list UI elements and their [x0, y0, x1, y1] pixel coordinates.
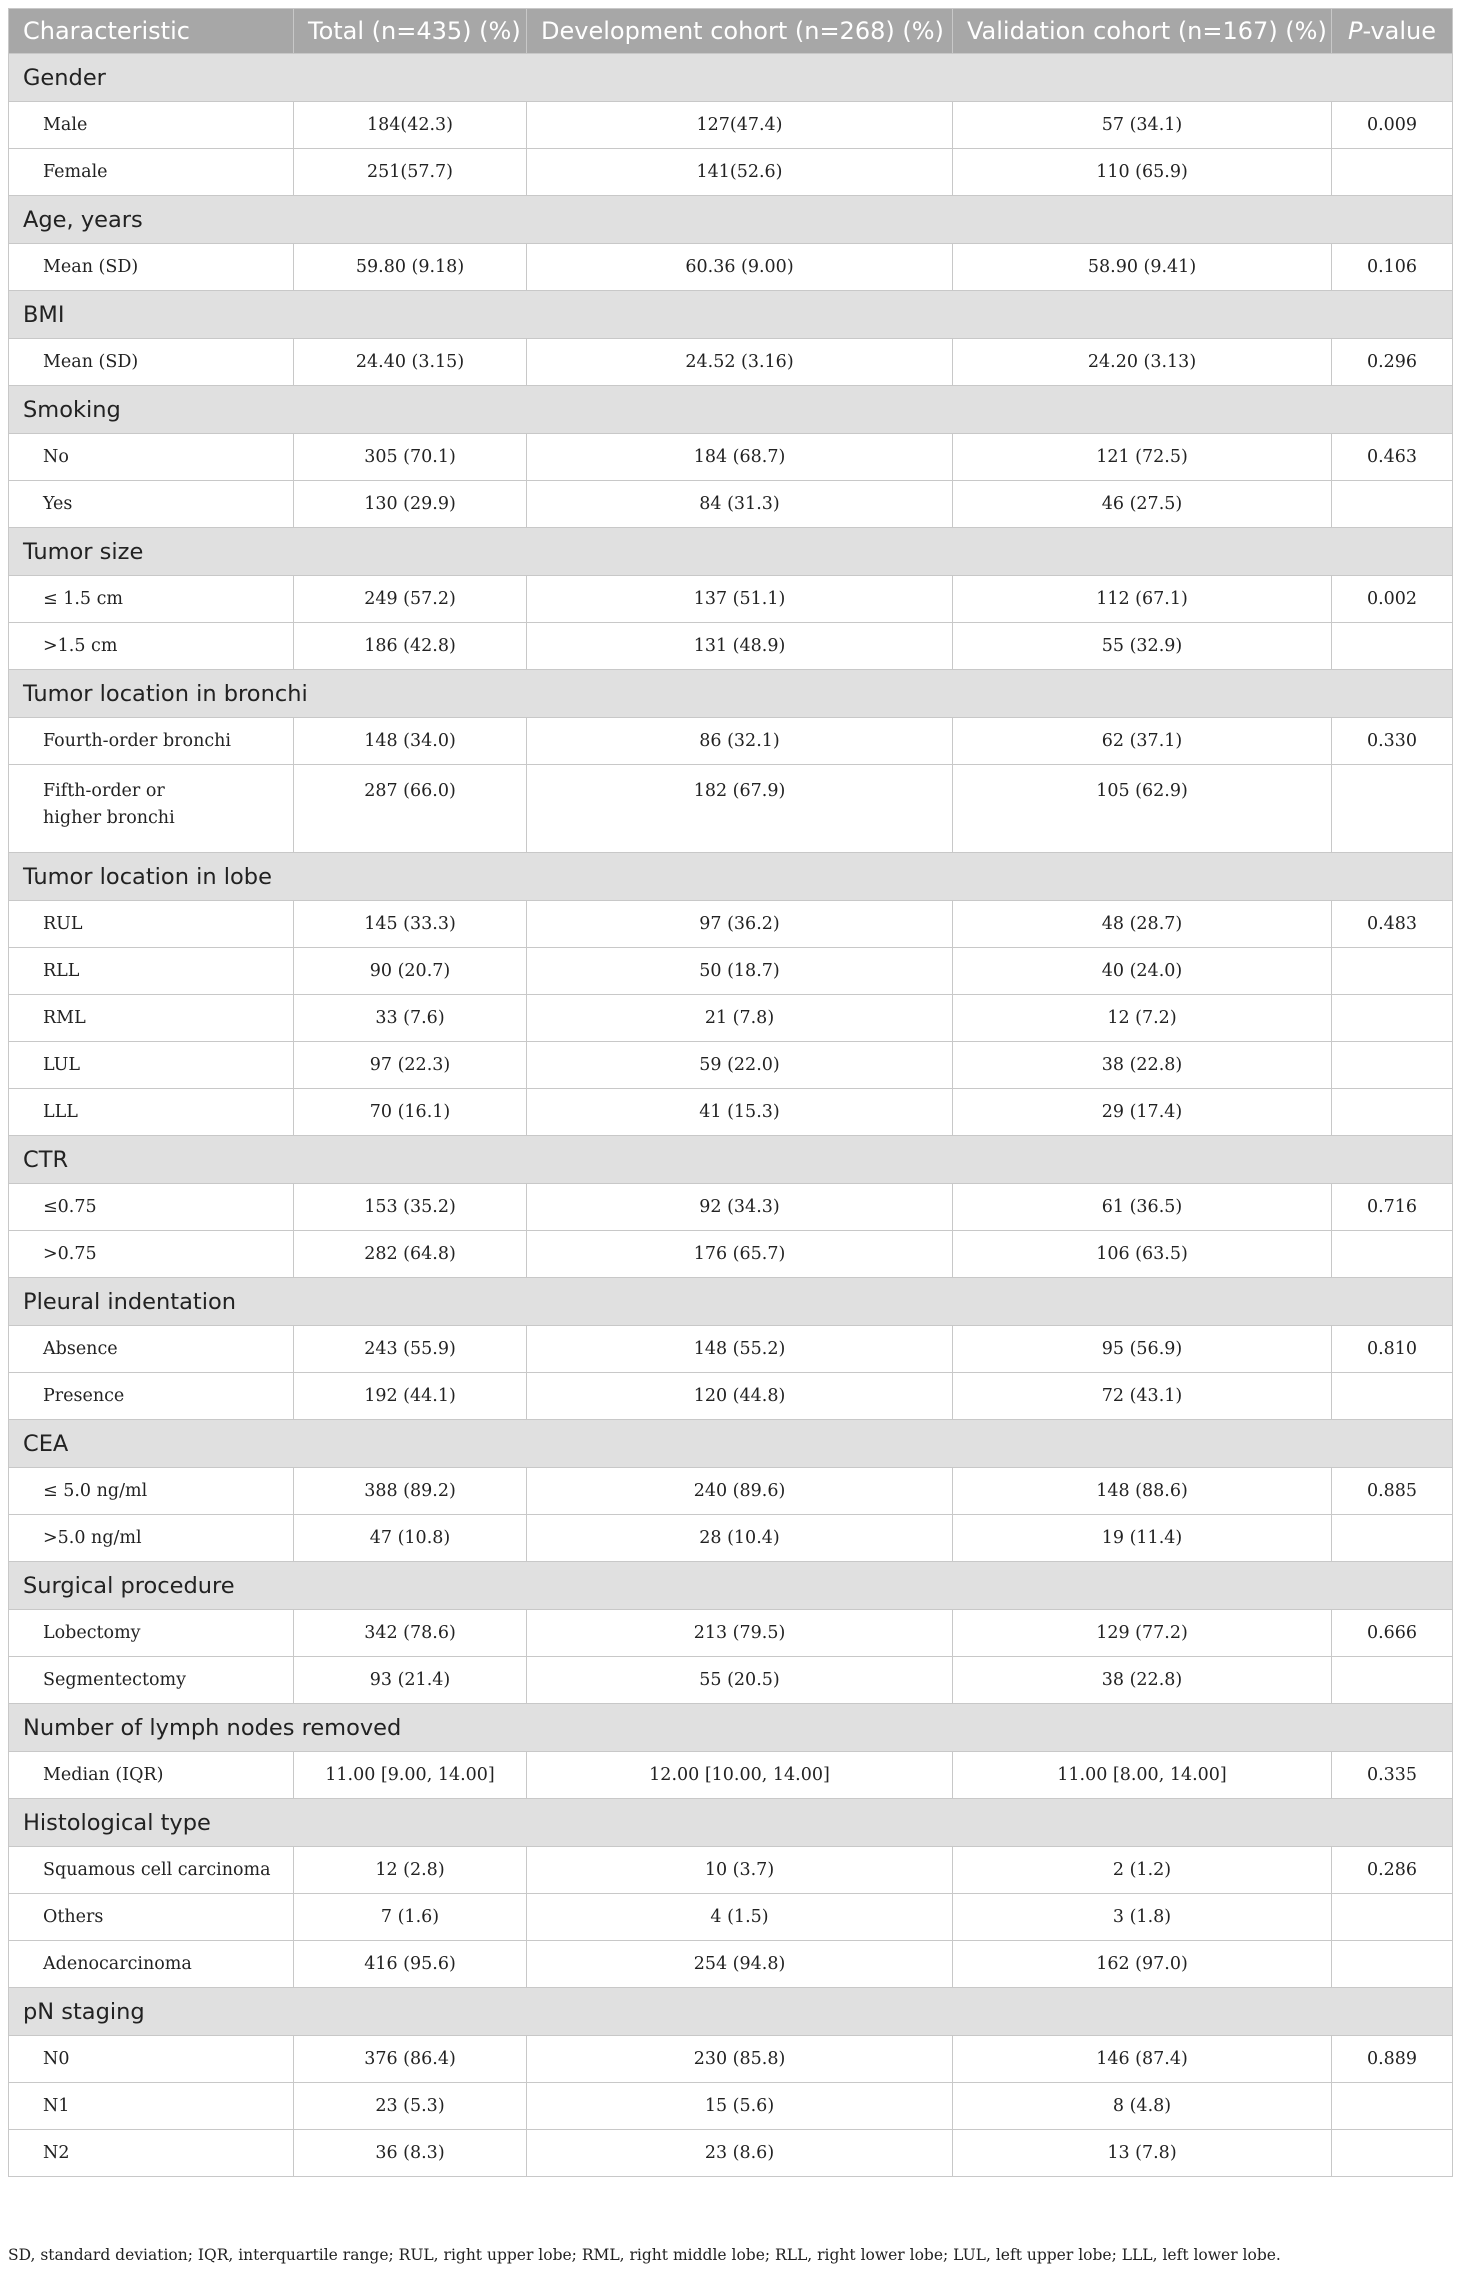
section-title: Number of lymph nodes removed: [9, 1704, 1453, 1752]
section-header-row: [9, 1988, 1453, 2036]
cell-total: 192 (44.1): [294, 1373, 527, 1420]
cell-pvalue: [1332, 1231, 1453, 1278]
cell-validation: 29 (17.4): [953, 1089, 1332, 1136]
cell-total: 305 (70.1): [294, 434, 527, 481]
header-pvalue-italic: P: [1347, 17, 1363, 45]
section-header-row: [9, 1278, 1453, 1326]
header-development: Development cohort (n=268) (%): [527, 9, 953, 54]
cell-pvalue: [1332, 765, 1453, 853]
table-row: [9, 1515, 1453, 1562]
cell-development: 254 (94.8): [527, 1941, 953, 1988]
row-label: Presence: [9, 1373, 294, 1420]
cell-validation: 112 (67.1): [953, 576, 1332, 623]
cell-validation: 8 (4.8): [953, 2083, 1332, 2130]
section-header-row: [9, 1562, 1453, 1610]
cell-development: 182 (67.9): [527, 765, 953, 853]
cell-validation: 13 (7.8): [953, 2130, 1332, 2177]
row-label: N1: [9, 2083, 294, 2130]
cell-validation: 55 (32.9): [953, 623, 1332, 670]
cell-development: 28 (10.4): [527, 1515, 953, 1562]
table-row: [9, 2130, 1453, 2177]
cell-validation: 146 (87.4): [953, 2036, 1332, 2083]
cell-pvalue: [1332, 2130, 1453, 2177]
cell-validation: 3 (1.8): [953, 1894, 1332, 1941]
row-label: No: [9, 434, 294, 481]
cell-total: 12 (2.8): [294, 1847, 527, 1894]
row-label: Absence: [9, 1326, 294, 1373]
row-label: Mean (SD): [9, 244, 294, 291]
cell-pvalue: [1332, 948, 1453, 995]
table-row: [9, 765, 1453, 853]
row-label: Median (IQR): [9, 1752, 294, 1799]
section-title: Tumor location in lobe: [9, 853, 1453, 901]
cell-development: 21 (7.8): [527, 995, 953, 1042]
row-label: N0: [9, 2036, 294, 2083]
characteristics-table: [8, 8, 1453, 2177]
cell-validation: 95 (56.9): [953, 1326, 1332, 1373]
cell-development: 141(52.6): [527, 149, 953, 196]
cell-pvalue: 0.885: [1332, 1468, 1453, 1515]
section-header-row: [9, 670, 1453, 718]
row-label: ≤ 1.5 cm: [9, 576, 294, 623]
cell-validation: 129 (77.2): [953, 1610, 1332, 1657]
cell-total: 153 (35.2): [294, 1184, 527, 1231]
cell-total: 33 (7.6): [294, 995, 527, 1042]
cell-total: 249 (57.2): [294, 576, 527, 623]
cell-validation: 38 (22.8): [953, 1042, 1332, 1089]
cell-total: 93 (21.4): [294, 1657, 527, 1704]
section-header-row: [9, 1799, 1453, 1847]
row-label: Lobectomy: [9, 1610, 294, 1657]
header-row: [9, 9, 1453, 54]
cell-pvalue: [1332, 1042, 1453, 1089]
section-title: Gender: [9, 54, 1453, 102]
row-label: N2: [9, 2130, 294, 2177]
cell-development: 59 (22.0): [527, 1042, 953, 1089]
row-label: ≤ 5.0 ng/ml: [9, 1468, 294, 1515]
row-label: >5.0 ng/ml: [9, 1515, 294, 1562]
cell-validation: 24.20 (3.13): [953, 339, 1332, 386]
cell-total: 342 (78.6): [294, 1610, 527, 1657]
table-row: [9, 339, 1453, 386]
cell-total: 251(57.7): [294, 149, 527, 196]
cell-pvalue: [1332, 1515, 1453, 1562]
table-row: [9, 102, 1453, 149]
cell-pvalue: 0.810: [1332, 1326, 1453, 1373]
cell-development: 10 (3.7): [527, 1847, 953, 1894]
cell-validation: 2 (1.2): [953, 1847, 1332, 1894]
row-label-line: higher bronchi: [43, 808, 175, 828]
cell-total: 11.00 [9.00, 14.00]: [294, 1752, 527, 1799]
cell-development: 60.36 (9.00): [527, 244, 953, 291]
cell-development: 131 (48.9): [527, 623, 953, 670]
cell-total: 130 (29.9): [294, 481, 527, 528]
cell-validation: 40 (24.0): [953, 948, 1332, 995]
section-title: Tumor size: [9, 528, 1453, 576]
row-label: RML: [9, 995, 294, 1042]
cell-pvalue: 0.330: [1332, 718, 1453, 765]
row-label: Female: [9, 149, 294, 196]
table-body: [9, 54, 1453, 2177]
table-row: [9, 1657, 1453, 1704]
row-label: RLL: [9, 948, 294, 995]
cell-total: 184(42.3): [294, 102, 527, 149]
table-row: [9, 1089, 1453, 1136]
row-label: LUL: [9, 1042, 294, 1089]
cell-pvalue: 0.296: [1332, 339, 1453, 386]
cell-pvalue: [1332, 1941, 1453, 1988]
cell-development: 41 (15.3): [527, 1089, 953, 1136]
header-total: Total (n=435) (%): [294, 9, 527, 54]
cell-total: 36 (8.3): [294, 2130, 527, 2177]
table-row: [9, 1042, 1453, 1089]
cell-validation: 105 (62.9): [953, 765, 1332, 853]
cell-validation: 110 (65.9): [953, 149, 1332, 196]
cell-development: 55 (20.5): [527, 1657, 953, 1704]
cell-validation: 11.00 [8.00, 14.00]: [953, 1752, 1332, 1799]
section-header-row: [9, 54, 1453, 102]
cell-development: 240 (89.6): [527, 1468, 953, 1515]
row-label: ≤0.75: [9, 1184, 294, 1231]
row-label: Segmentectomy: [9, 1657, 294, 1704]
cell-development: 97 (36.2): [527, 901, 953, 948]
cell-validation: 62 (37.1): [953, 718, 1332, 765]
cell-validation: 121 (72.5): [953, 434, 1332, 481]
table-row: [9, 718, 1453, 765]
cell-development: 15 (5.6): [527, 2083, 953, 2130]
cell-validation: 38 (22.8): [953, 1657, 1332, 1704]
cell-pvalue: [1332, 1894, 1453, 1941]
cell-development: 92 (34.3): [527, 1184, 953, 1231]
section-header-row: [9, 386, 1453, 434]
table-row: [9, 1373, 1453, 1420]
cell-development: 213 (79.5): [527, 1610, 953, 1657]
section-header-row: [9, 1136, 1453, 1184]
cell-total: 24.40 (3.15): [294, 339, 527, 386]
section-title: Surgical procedure: [9, 1562, 1453, 1610]
table-row: [9, 995, 1453, 1042]
table-row: [9, 623, 1453, 670]
cell-total: 7 (1.6): [294, 1894, 527, 1941]
cell-total: 416 (95.6): [294, 1941, 527, 1988]
cell-development: 120 (44.8): [527, 1373, 953, 1420]
table-row: [9, 1326, 1453, 1373]
cell-development: 137 (51.1): [527, 576, 953, 623]
row-label: Yes: [9, 481, 294, 528]
cell-development: 127(47.4): [527, 102, 953, 149]
row-label: Fourth-order bronchi: [9, 718, 294, 765]
table-row: [9, 1847, 1453, 1894]
cell-total: 47 (10.8): [294, 1515, 527, 1562]
cell-validation: 106 (63.5): [953, 1231, 1332, 1278]
cell-pvalue: 0.002: [1332, 576, 1453, 623]
cell-total: 376 (86.4): [294, 2036, 527, 2083]
cell-development: 184 (68.7): [527, 434, 953, 481]
cell-pvalue: [1332, 481, 1453, 528]
header-pvalue: [1332, 9, 1453, 54]
row-label-line: Fifth-order or: [43, 781, 165, 801]
cell-total: 186 (42.8): [294, 623, 527, 670]
table-row: [9, 1941, 1453, 1988]
cell-total: 59.80 (9.18): [294, 244, 527, 291]
cell-pvalue: [1332, 2083, 1453, 2130]
cell-pvalue: 0.666: [1332, 1610, 1453, 1657]
row-label: LLL: [9, 1089, 294, 1136]
table-row: [9, 1231, 1453, 1278]
header-pvalue-rest: -value: [1362, 17, 1437, 45]
section-title: Age, years: [9, 196, 1453, 244]
cell-pvalue: [1332, 995, 1453, 1042]
table-row: [9, 2083, 1453, 2130]
section-header-row: [9, 528, 1453, 576]
cell-pvalue: 0.483: [1332, 901, 1453, 948]
cell-pvalue: [1332, 623, 1453, 670]
row-label: Mean (SD): [9, 339, 294, 386]
cell-development: 86 (32.1): [527, 718, 953, 765]
table-row: [9, 1752, 1453, 1799]
cell-pvalue: 0.009: [1332, 102, 1453, 149]
section-header-row: [9, 196, 1453, 244]
cell-validation: 58.90 (9.41): [953, 244, 1332, 291]
section-title: Histological type: [9, 1799, 1453, 1847]
row-label: >0.75: [9, 1231, 294, 1278]
section-title: CEA: [9, 1420, 1453, 1468]
cell-validation: 162 (97.0): [953, 1941, 1332, 1988]
cell-total: 70 (16.1): [294, 1089, 527, 1136]
table-row: [9, 576, 1453, 623]
table-row: [9, 901, 1453, 948]
cell-development: 12.00 [10.00, 14.00]: [527, 1752, 953, 1799]
cell-development: 50 (18.7): [527, 948, 953, 995]
section-title: CTR: [9, 1136, 1453, 1184]
table-row: [9, 149, 1453, 196]
cell-pvalue: 0.889: [1332, 2036, 1453, 2083]
section-title: BMI: [9, 291, 1453, 339]
cell-validation: 48 (28.7): [953, 901, 1332, 948]
table-footnote: SD, standard deviation; IQR, interquartile range; RUL, right upper lobe; RML, right middle lobe; RLL, right lower lobe; LUL, left upper lobe; LLL, left lower lobe.: [8, 2246, 1281, 2264]
cell-pvalue: 0.106: [1332, 244, 1453, 291]
row-label: Squamous cell carcinoma: [9, 1847, 294, 1894]
cell-development: 176 (65.7): [527, 1231, 953, 1278]
cell-development: 148 (55.2): [527, 1326, 953, 1373]
table-row: [9, 1184, 1453, 1231]
row-label: Others: [9, 1894, 294, 1941]
section-header-row: [9, 1704, 1453, 1752]
section-header-row: [9, 1420, 1453, 1468]
cell-total: 23 (5.3): [294, 2083, 527, 2130]
cell-validation: 61 (36.5): [953, 1184, 1332, 1231]
cell-pvalue: [1332, 1373, 1453, 1420]
cell-development: 84 (31.3): [527, 481, 953, 528]
table-row: [9, 1468, 1453, 1515]
section-title: Pleural indentation: [9, 1278, 1453, 1326]
row-label: Adenocarcinoma: [9, 1941, 294, 1988]
table-row: [9, 2036, 1453, 2083]
cell-validation: 46 (27.5): [953, 481, 1332, 528]
cell-pvalue: [1332, 1089, 1453, 1136]
cell-pvalue: [1332, 1657, 1453, 1704]
row-label: [9, 765, 294, 853]
table-row: [9, 948, 1453, 995]
cell-pvalue: [1332, 149, 1453, 196]
row-label: Male: [9, 102, 294, 149]
header-validation: Validation cohort (n=167) (%): [953, 9, 1332, 54]
section-title: Tumor location in bronchi: [9, 670, 1453, 718]
cell-validation: 148 (88.6): [953, 1468, 1332, 1515]
section-title: pN staging: [9, 1988, 1453, 2036]
cell-total: 388 (89.2): [294, 1468, 527, 1515]
table-row: [9, 1610, 1453, 1657]
cell-total: 148 (34.0): [294, 718, 527, 765]
table-header: [9, 9, 1453, 54]
cell-total: 145 (33.3): [294, 901, 527, 948]
section-header-row: [9, 291, 1453, 339]
cell-development: 230 (85.8): [527, 2036, 953, 2083]
section-title: Smoking: [9, 386, 1453, 434]
row-label: >1.5 cm: [9, 623, 294, 670]
cell-pvalue: 0.463: [1332, 434, 1453, 481]
cell-validation: 72 (43.1): [953, 1373, 1332, 1420]
cell-development: 24.52 (3.16): [527, 339, 953, 386]
cell-validation: 19 (11.4): [953, 1515, 1332, 1562]
cell-total: 243 (55.9): [294, 1326, 527, 1373]
cell-total: 282 (64.8): [294, 1231, 527, 1278]
cell-validation: 12 (7.2): [953, 995, 1332, 1042]
table-row: [9, 481, 1453, 528]
cell-pvalue: 0.286: [1332, 1847, 1453, 1894]
cell-development: 23 (8.6): [527, 2130, 953, 2177]
table-row: [9, 1894, 1453, 1941]
row-label: RUL: [9, 901, 294, 948]
cell-development: 4 (1.5): [527, 1894, 953, 1941]
cell-total: 90 (20.7): [294, 948, 527, 995]
cell-total: 287 (66.0): [294, 765, 527, 853]
cell-total: 97 (22.3): [294, 1042, 527, 1089]
table-row: [9, 244, 1453, 291]
cell-pvalue: 0.335: [1332, 1752, 1453, 1799]
header-characteristic: Characteristic: [9, 9, 294, 54]
cell-validation: 57 (34.1): [953, 102, 1332, 149]
cell-pvalue: 0.716: [1332, 1184, 1453, 1231]
table-row: [9, 434, 1453, 481]
section-header-row: [9, 853, 1453, 901]
